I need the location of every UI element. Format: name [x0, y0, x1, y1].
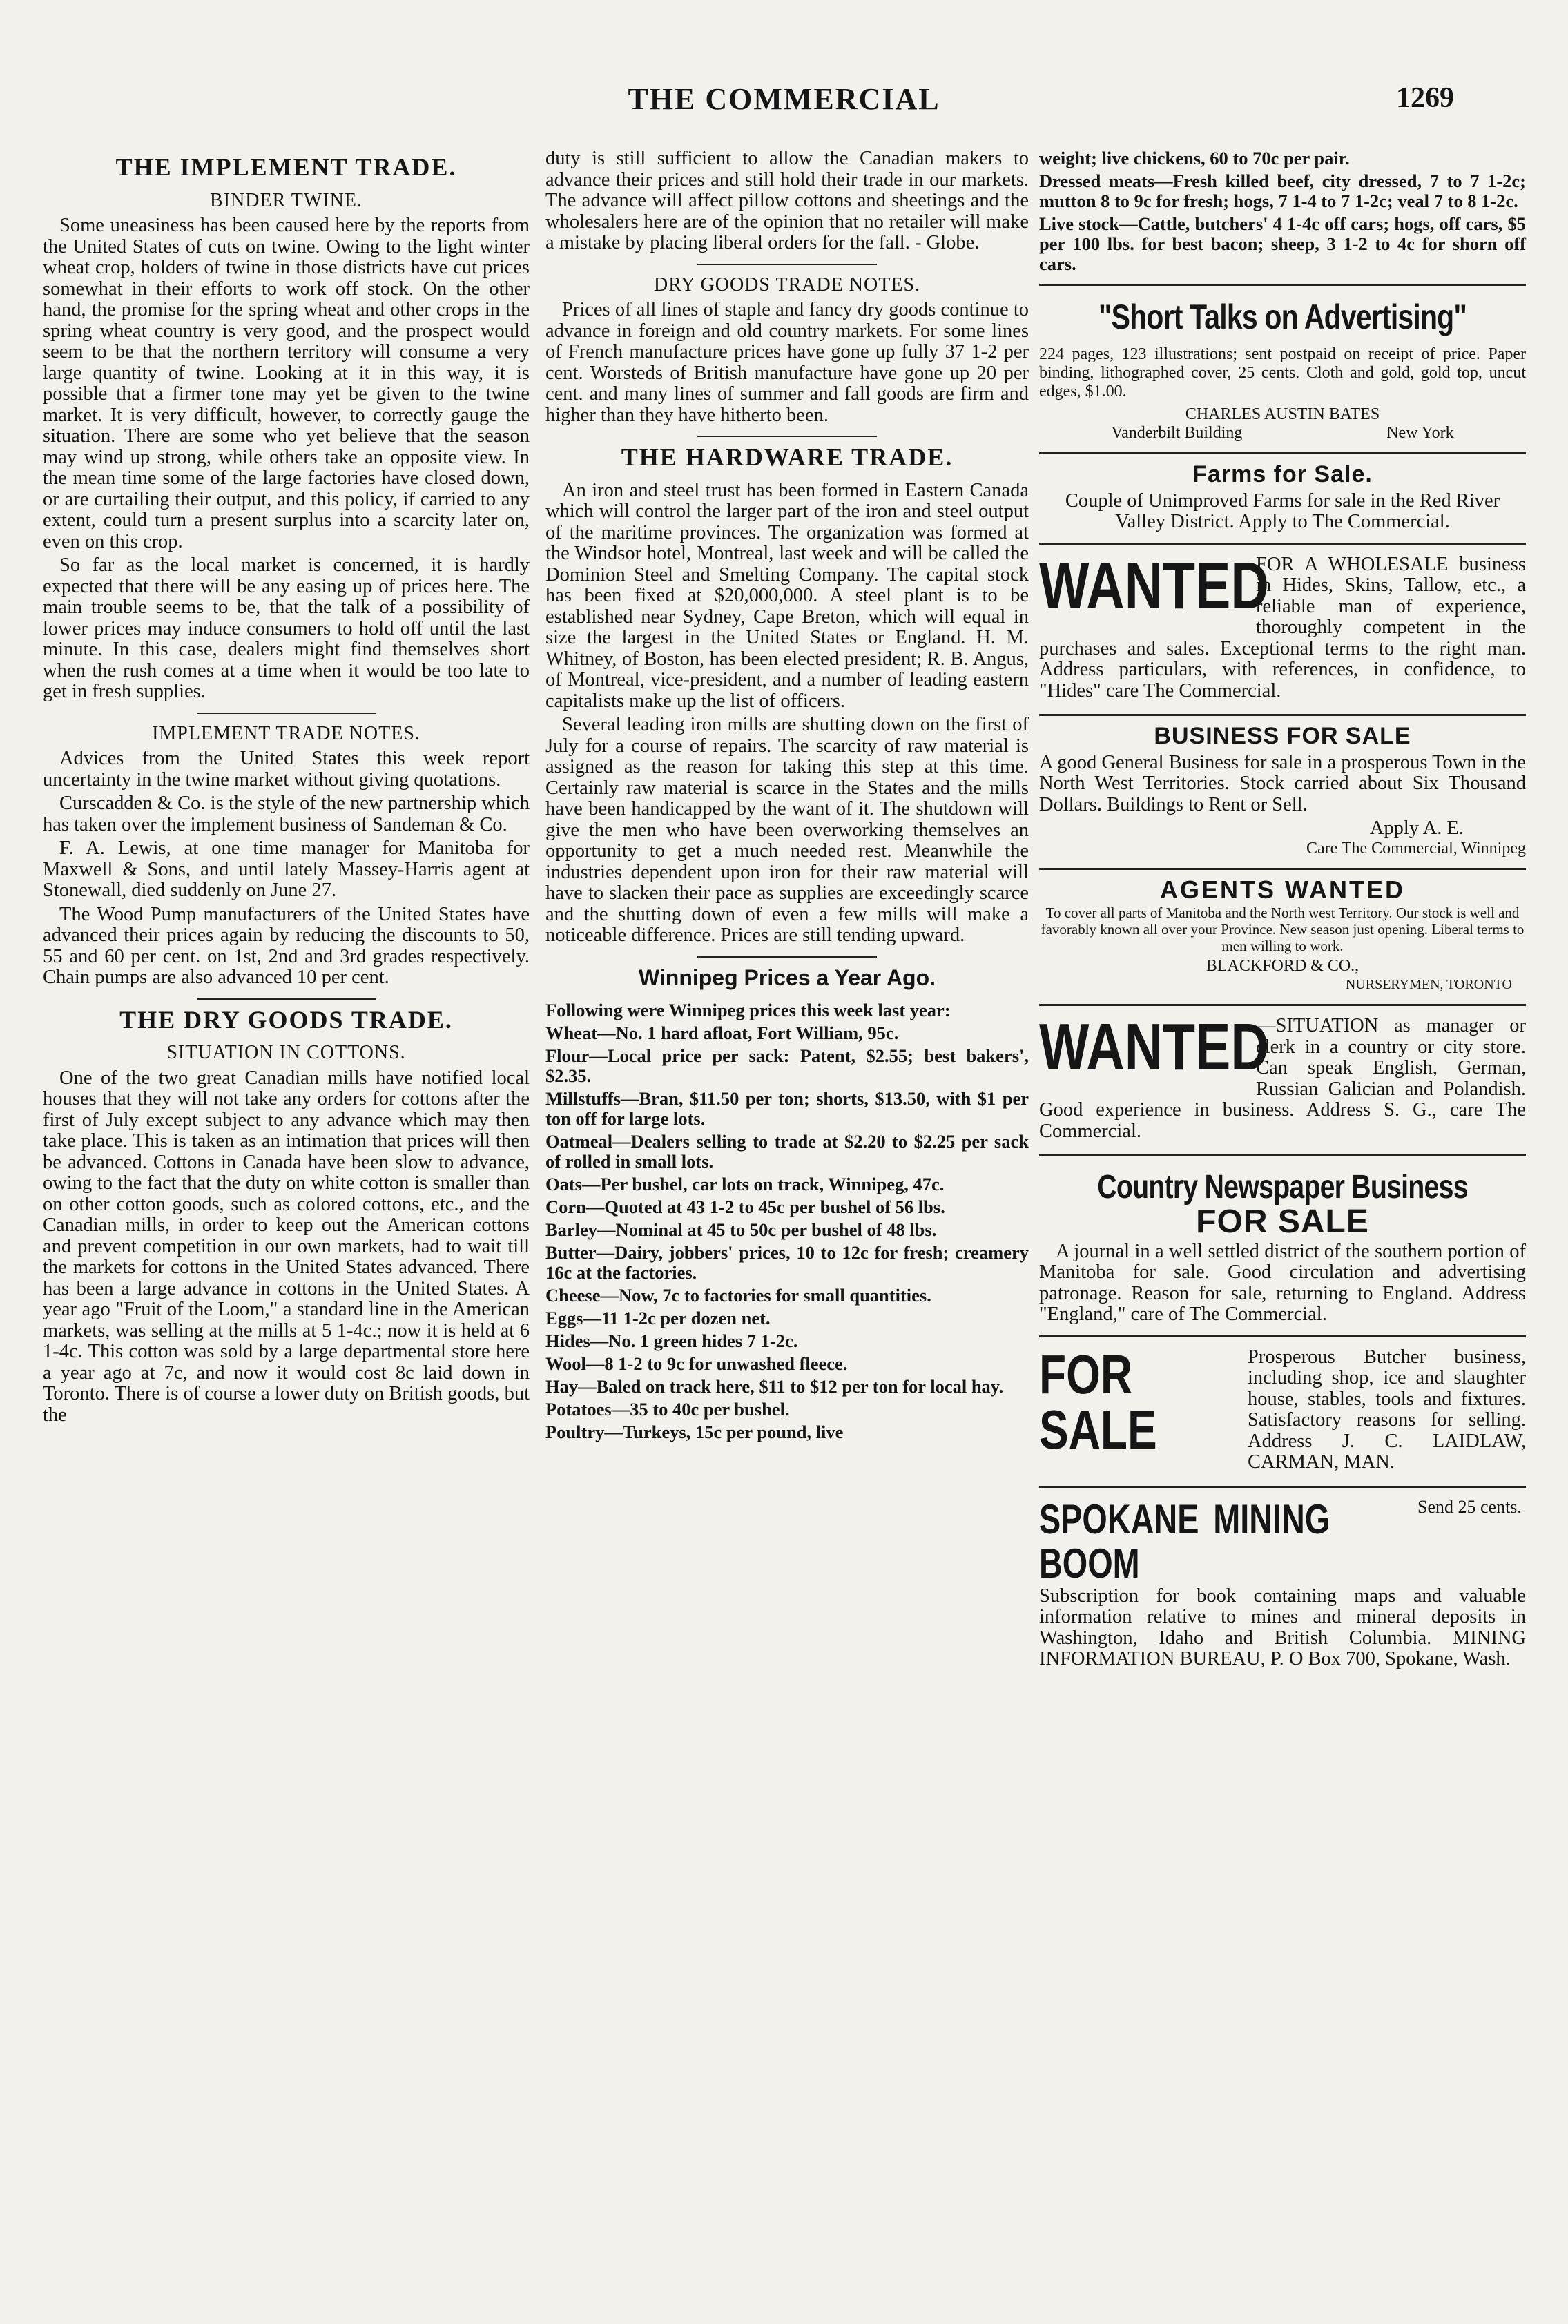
price-item: Butter—Dairy, jobbers' prices, 10 to 12c for fresh; creamery 16c at the factories.: [545, 1242, 1029, 1283]
divider: [697, 264, 877, 265]
ad-short-talks: [1039, 296, 1526, 443]
section-title-hardware: THE HARDWARE TRADE.: [621, 443, 954, 471]
column-1: [43, 148, 530, 1429]
divider: [1039, 284, 1526, 286]
subhead-binder-twine: BINDER TWINE.: [210, 189, 362, 211]
article-paragraph: An iron and steel trust has been formed in Eastern Canada which will control the larger part of the iron and steel output of the maritime provinces. The organization was formed at the Windsor hotel, Montreal, last week and will be called the Dominion Steel and Smelting Company. The capital stock has been fixed at $20,000,000. A steel plant is to be established near Sydney, Cape Breton, which will equal in size the largest in the United States or England. H. M. Whitney, of Boston, has been elected president; R. B. Angus, of Montreal, vice-president, and a number of leading eastern capitalists make up the list of officers.: [545, 479, 1029, 712]
price-item: Oats—Per bushel, car lots on track, Winnipeg, 47c.: [545, 1174, 945, 1194]
ad-agents-wanted: [1039, 875, 1526, 995]
ad-title: AGENTS WANTED: [1159, 875, 1405, 904]
divider: [197, 998, 376, 1000]
article-paragraph: Some uneasiness has been caused here by the reports from the United States of cuts on twine. Owing to the light winter wheat crop, holders of twine in those districts have cut prices somewhat in their efforts to work off stock. On the other hand, the promise for the spring wheat and other crops in the spring wheat country is very good, and the prospect would seem to be that the northern territory will consume a very large quantity of twine. Looking at it in this way, it is possible that a firmer tone may yet be given to the twine market. It is very difficult, however, to correctly gauge the situation. There are some who yet believe that the season may wind up strong, while others take an opposite view. In the mean time some of the large factories have closed down, or are curtailing their output, and this policy, if carried to any extent, could turn a present surplus into a scarcity later on, even on this crop.: [43, 215, 530, 552]
ad-body: A good General Business for sale in a prosperous Town in the North West Territories. Stock carried about Six Thousand Dollars. Buildings to Rent or Sell.: [1039, 751, 1526, 815]
ad-care: Care The Commercial, Winnipeg: [1306, 839, 1526, 858]
ad-title: BUSINESS FOR SALE: [1154, 723, 1411, 749]
price-item: Barley—Nominal at 45 to 50c per bushel of 48 lbs.: [545, 1219, 937, 1240]
article-paragraph: The Wood Pump manufacturers of the United States have advanced their prices again by reducing the discounts to 50, 55 and 60 per cent. on 1st, 2nd and 3rd grades respectively. Chain pumps are also advanced 10 per cent.: [43, 903, 530, 988]
subhead-implement-notes: IMPLEMENT TRADE NOTES.: [152, 722, 420, 744]
article-paragraph: duty is still sufficient to allow the Canadian makers to advance their prices and still hold their trade in our markets. The advance will affect pillow cottons and sheetings and the wholesalers here are of the opinion that no retailer will make a mistake by placing liberal orders for the fall. - Globe.: [545, 148, 1029, 253]
ad-spokane: [1039, 1498, 1526, 1586]
ad-body: To cover all parts of Manitoba and the North west Territory. Our stock is well and favorably known all over your Province. New season just opening. Liberal terms to men willing to work.: [1041, 904, 1525, 954]
ad-subtitle: FOR SALE: [1196, 1203, 1369, 1240]
ad-butcher-for-sale: [1039, 1347, 1526, 1476]
price-item: Hay—Baled on track here, $11 to $12 per ton for local hay.: [545, 1376, 1004, 1397]
ad-advertiser: BLACKFORD & CO.,: [1206, 957, 1359, 975]
section-title-prices: Winnipeg Prices a Year Ago.: [638, 965, 936, 990]
divider: [1039, 1335, 1526, 1337]
ad-business-for-sale: [1039, 723, 1526, 858]
price-item: Wheat—No. 1 hard afloat, Fort William, 95c.: [545, 1023, 899, 1043]
ad-body: Subscription for book containing maps and valuable information relative to mines and mineral deposits in Washington, Idaho and British Columbia. MINING INFORMATION BUREAU, P. O Box 700, Spokane, Wash.: [1039, 1585, 1526, 1669]
ad-body: A journal in a well settled district of the southern portion of Manitoba for sale. Good circulation and advertising patronage. Reason for sale, returning to England. Address "England," care of The Commercial.: [1039, 1240, 1526, 1325]
divider: [197, 713, 376, 714]
masthead: THE COMMERCIAL: [628, 82, 940, 116]
ad-apply: Apply A. E.: [1369, 817, 1464, 839]
subhead-dry-goods-notes: DRY GOODS TRADE NOTES.: [653, 273, 921, 296]
ad-body: FOR A WHOLESALE business in Hides, Skins, Tallow, etc., a reliable man of experience, thoroughly competent in the purchases and sales. Exceptional terms to the right man. Address particulars, with references, in confidence, to "Hides" care The Commercial.: [1039, 554, 1526, 701]
ad-advertiser-sub: NURSERYMEN, TORONTO: [1345, 977, 1512, 992]
ad-wanted-hides: [1039, 554, 1526, 705]
article-paragraph: Advices from the United States this week report uncertainty in the twine market without giving quotations.: [43, 748, 530, 791]
divider: [1039, 1154, 1526, 1156]
ad-headline: WANTED: [1039, 554, 1269, 623]
price-item: Dressed meats—Fresh killed beef, city dressed, 7 to 7 1-2c; mutton 8 to 9c for fresh; hogs, 7 1-4 to 7 1-2c; veal 7 to 8 1-2c.: [1039, 171, 1526, 211]
section-title-implement: THE IMPLEMENT TRADE.: [115, 153, 457, 181]
ad-advertiser: CHARLES AUSTIN BATES: [1185, 405, 1380, 423]
divider: [1039, 543, 1526, 545]
price-item: Millstuffs—Bran, $11.50 per ton; shorts, $13.50, with $1 per ton off for large lots.: [545, 1088, 1029, 1129]
subhead-cottons: SITUATION IN COTTONS.: [166, 1042, 406, 1063]
ad-address-right: New York: [1386, 424, 1454, 442]
ad-wanted-situation: [1039, 1016, 1526, 1145]
page-header: [0, 81, 1568, 137]
price-item: Corn—Quoted at 43 1-2 to 45c per bushel of 56 lbs.: [545, 1197, 945, 1217]
ad-headline: WANTED: [1039, 1016, 1269, 1084]
price-item: Live stock—Cattle, butchers' 4 1-4c off cars; hogs, off cars, $5 per 100 lbs. for best bacon; sheep, 3 1-2 to 4c for shorn off cars.: [1039, 213, 1526, 274]
price-item: Flour—Local price per sack: Patent, $2.55; best bakers', $2.35.: [545, 1045, 1029, 1086]
ad-body: Prosperous Butcher business, including shop, ice and slaughter house, stables, tools and fixtures. Satisfactory reasons for selling. Address J. C. LAIDLAW, CARMAN, MAN.: [1248, 1346, 1526, 1473]
ad-body: —SITUATION as manager or clerk in a country or city store. Can speak English, German, Russian Galician and Polandish. Good experience in business. Address S. G., care The Commercial.: [1039, 1016, 1526, 1142]
price-item: Wool—8 1-2 to 9c for unwashed fleece.: [545, 1353, 848, 1374]
price-item: Oatmeal—Dealers selling to trade at $2.20 to $2.25 per sack of rolled in small lots.: [545, 1131, 1029, 1172]
column-2: [545, 148, 1029, 1445]
ad-title: Country Newspaper Business: [1097, 1169, 1468, 1205]
divider: [1039, 1486, 1526, 1488]
article-paragraph: One of the two great Canadian mills have notified local houses that they will not take any orders for cottons after the first of July except subject to any advance which may then take place. This is taken as an intimation that prices will then be advanced. Cottons in Canada have been slow to advance, owing to the fact that the duty on white cotton is smaller than on other cotton goods, such as colored cottons, etc., and the Canadian mills, in order to keep out the American cottons and prevent competition in our own markets, had to wait till the markets for cottons in the United States advanced. There has been a large advance in cottons in the United States. A year ago "Fruit of the Loom," a standard line in the American markets, was selling at the mills at 5 1-4c.; now it is held at 6 1-4c. This cotton was sold by a large departmental store here a year ago at 7c, and now it would cost 8c laid down in Toronto. There is of course a lower duty on British goods, but the: [43, 1067, 530, 1426]
price-list-continued: [1039, 148, 1526, 274]
price-list: [545, 1000, 1029, 1442]
ad-address-left: Vanderbilt Building: [1111, 424, 1243, 442]
ad-title: "Short Talks on Advertising": [1098, 298, 1467, 336]
divider: [1039, 714, 1526, 716]
article-paragraph: So far as the local market is concerned, it is hardly expected that there will be any easing up of prices here. The main trouble seems to be, that the talk of a possibility of lower prices may induce consumers to hold off until the last minute. In this case, dealers might find themselves short when the rush comes at a time when it would be too late to get in fresh supplies.: [43, 554, 530, 702]
ad-side-note: Send 25 cents.: [1417, 1497, 1522, 1517]
price-item: Eggs—11 1-2c per dozen net.: [545, 1308, 771, 1328]
column-3: [1039, 148, 1526, 1673]
price-intro: Following were Winnipeg prices this week last year:: [545, 1000, 951, 1020]
ad-headline: FOR SALE: [1039, 1346, 1157, 1460]
ad-body: 224 pages, 123 illustrations; sent postpaid on receipt of price. Paper binding, lithographed cover, 25 cents. Cloth and gold, gold top, uncut edges, $1.00.: [1039, 345, 1526, 400]
ad-title: Farms for Sale.: [1192, 461, 1373, 487]
divider: [1039, 1004, 1526, 1006]
divider: [697, 436, 877, 437]
article-paragraph: Curscadden & Co. is the style of the new partnership which has taken over the implement business of Sandeman & Co.: [43, 793, 530, 835]
divider: [1039, 452, 1526, 454]
article-paragraph: Several leading iron mills are shutting down on the first of July for a course of repairs. The scarcity of raw material is assigned as the reason for taking this step at this time. Certainly raw material is scarce in the States and the mills have been handicapped by the want of it. The shutdown will give the men who have been overworking themselves an opportunity to get a much needed rest. Meanwhile the industries dependent upon iron for their raw material will have to slacken their pace as supplies are exceedingly scarce and the shutting down of even a few mills will make a noticeable difference. Prices are still tending upward.: [545, 714, 1029, 946]
price-item: Hides—No. 1 green hides 7 1-2c.: [545, 1330, 798, 1351]
ad-address: [1039, 424, 1526, 443]
price-item: Potatoes—35 to 40c per bushel.: [545, 1399, 790, 1420]
divider: [1039, 868, 1526, 870]
price-item: Cheese—Now, 7c to factories for small quantities.: [545, 1285, 931, 1306]
price-item: Poultry—Turkeys, 15c per pound, live: [545, 1422, 844, 1442]
ad-body: Couple of Unimproved Farms for sale in the Red River Valley District. Apply to The Commercial.: [1065, 490, 1500, 532]
ad-farms: [1039, 461, 1526, 533]
divider: [697, 956, 877, 958]
price-item: weight; live chickens, 60 to 70c per pair.: [1039, 148, 1350, 168]
page-number: 1269: [1396, 82, 1454, 114]
ad-headline: SPOKANE MINING BOOM: [1039, 1497, 1330, 1586]
article-paragraph: Prices of all lines of staple and fancy dry goods continue to advance in foreign and old country markets. For some lines of French manufacture prices have gone up fully 37 1-2 per cent. Worsteds of British manufacture have gone up 20 per cent. and many lines of summer and fall goods are firm and higher than they have hitherto been.: [545, 299, 1029, 426]
section-title-dry-goods: THE DRY GOODS TRADE.: [119, 1005, 453, 1034]
article-paragraph: F. A. Lewis, at one time manager for Manitoba for Maxwell & Sons, and until lately Massey-Harris agent at Stonewall, died suddenly on June 27.: [43, 837, 530, 901]
ad-newspaper-for-sale: [1039, 1166, 1526, 1326]
